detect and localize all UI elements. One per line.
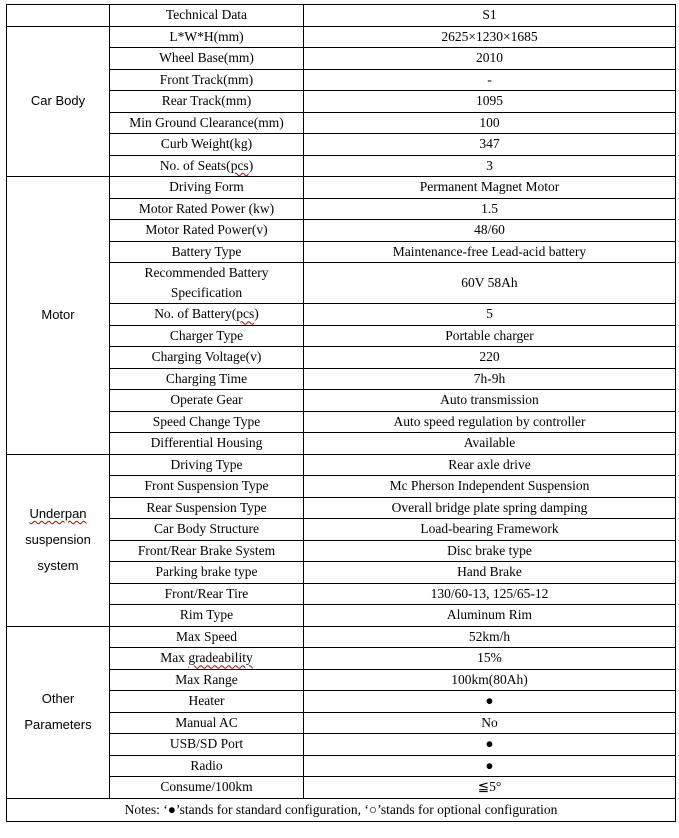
parameter-value: 100km(80Ah) xyxy=(304,669,676,691)
table-row xyxy=(7,177,676,199)
parameter-value: ≦5° xyxy=(304,777,676,799)
parameter-name: Charging Time xyxy=(110,368,304,390)
parameter-name: Radio xyxy=(110,755,304,777)
parameter-name-marked: pcs xyxy=(236,306,255,322)
group-label-line: Other xyxy=(41,691,75,706)
parameter-value: Portable charger xyxy=(304,325,676,347)
parameter-value: Permanent Magnet Motor xyxy=(304,177,676,199)
parameter-value: 48/60 xyxy=(304,220,676,242)
parameter-name-prefix: No. of Seats( xyxy=(159,157,231,173)
parameter-name: Front/Rear Brake System xyxy=(110,540,304,562)
group-label xyxy=(7,626,110,798)
parameter-name: Driving Form xyxy=(110,177,304,199)
parameter-value: Auto speed regulation by controller xyxy=(304,411,676,433)
parameter-value: 347 xyxy=(304,134,676,156)
specification-table-body xyxy=(7,5,676,799)
parameter-name-marked: gradeability xyxy=(188,650,253,666)
parameter-value: 220 xyxy=(304,347,676,369)
parameter-name: Battery Type xyxy=(110,241,304,263)
parameter-name: L*W*H(mm) xyxy=(110,26,304,48)
parameter-name: Min Ground Clearance(mm) xyxy=(110,112,304,134)
header-empty-cell xyxy=(7,5,110,27)
notes-text: Notes: ‘●’stands for standard configuration, ‘○’stands for optional configuration xyxy=(7,798,676,821)
parameter-name-prefix: Max xyxy=(160,650,189,666)
parameter-name xyxy=(110,304,304,326)
parameter-name: Charging Voltage(v) xyxy=(110,347,304,369)
parameter-value: ● xyxy=(304,734,676,756)
parameter-name-marked: pcs xyxy=(230,157,249,173)
parameter-value: 1095 xyxy=(304,91,676,113)
parameter-value: ● xyxy=(304,755,676,777)
parameter-name: Operate Gear xyxy=(110,390,304,412)
parameter-value: 2010 xyxy=(304,48,676,70)
parameter-name: Consume/100km xyxy=(110,777,304,799)
group-label-line: suspension xyxy=(25,532,91,547)
parameter-name: Curb Weight(kg) xyxy=(110,134,304,156)
parameter-value: Hand Brake xyxy=(304,562,676,584)
parameter-name: Max Range xyxy=(110,669,304,691)
notes-row xyxy=(7,798,676,821)
group-label-line: Underpan xyxy=(29,506,87,521)
group-label xyxy=(7,177,110,455)
parameter-name xyxy=(110,648,304,670)
parameter-value: Auto transmission xyxy=(304,390,676,412)
specification-table xyxy=(6,4,676,822)
parameter-value: 7h-9h xyxy=(304,368,676,390)
parameter-value: Overall bridge plate spring damping xyxy=(304,497,676,519)
parameter-name xyxy=(110,155,304,177)
header-label: Technical Data xyxy=(110,5,304,27)
parameter-value: No xyxy=(304,712,676,734)
parameter-value: 5 xyxy=(304,304,676,326)
parameter-value: 60V 58Ah xyxy=(304,263,676,304)
parameter-name: Speed Change Type xyxy=(110,411,304,433)
header-model: S1 xyxy=(304,5,676,27)
parameter-name: Motor Rated Power(v) xyxy=(110,220,304,242)
parameter-value: Maintenance-free Lead-acid battery xyxy=(304,241,676,263)
parameter-value: Mc Pherson Independent Suspension xyxy=(304,476,676,498)
parameter-name: Charger Type xyxy=(110,325,304,347)
parameter-name-line: Specification xyxy=(170,285,243,300)
parameter-value: ● xyxy=(304,691,676,713)
parameter-name-line: Recommended Battery xyxy=(144,265,269,280)
parameter-name xyxy=(110,263,304,304)
group-label xyxy=(7,454,110,626)
table-row xyxy=(7,454,676,476)
parameter-name: Motor Rated Power (kw) xyxy=(110,198,304,220)
parameter-value: Disc brake type xyxy=(304,540,676,562)
table-header-row xyxy=(7,5,676,27)
parameter-name: Front Suspension Type xyxy=(110,476,304,498)
parameter-name-suffix: ) xyxy=(248,157,254,173)
parameter-value: 1.5 xyxy=(304,198,676,220)
parameter-name: Heater xyxy=(110,691,304,713)
parameter-value: 3 xyxy=(304,155,676,177)
parameter-name-suffix: ) xyxy=(254,306,259,322)
group-label-line: system xyxy=(37,558,79,573)
parameter-value: 130/60-13, 125/65-12 xyxy=(304,583,676,605)
parameter-name: Front Track(mm) xyxy=(110,69,304,91)
parameter-value: 100 xyxy=(304,112,676,134)
parameter-name: Rear Track(mm) xyxy=(110,91,304,113)
parameter-name: Wheel Base(mm) xyxy=(110,48,304,70)
group-label-line: Parameters xyxy=(24,717,92,732)
parameter-name: Manual AC xyxy=(110,712,304,734)
parameter-value: Load-bearing Framework xyxy=(304,519,676,541)
table-row xyxy=(7,626,676,648)
parameter-name: Front/Rear Tire xyxy=(110,583,304,605)
parameter-name: Driving Type xyxy=(110,454,304,476)
table-row xyxy=(7,26,676,48)
parameter-name: Differential Housing xyxy=(110,433,304,455)
parameter-value: 52km/h xyxy=(304,626,676,648)
parameter-value: Available xyxy=(304,433,676,455)
parameter-name: USB/SD Port xyxy=(110,734,304,756)
notes-section xyxy=(7,798,676,821)
parameter-name-prefix: No. of Battery( xyxy=(154,306,237,322)
parameter-name: Rim Type xyxy=(110,605,304,627)
parameter-value: - xyxy=(304,69,676,91)
parameter-name: Parking brake type xyxy=(110,562,304,584)
parameter-value: 2625×1230×1685 xyxy=(304,26,676,48)
group-label-line: Motor xyxy=(41,307,75,323)
parameter-value: Rear axle drive xyxy=(304,454,676,476)
parameter-name: Max Speed xyxy=(110,626,304,648)
group-label xyxy=(7,26,110,177)
group-label-line: Car Body xyxy=(30,93,86,109)
parameter-value: 15% xyxy=(304,648,676,670)
parameter-value: Aluminum Rim xyxy=(304,605,676,627)
parameter-name: Car Body Structure xyxy=(110,519,304,541)
parameter-name: Rear Suspension Type xyxy=(110,497,304,519)
